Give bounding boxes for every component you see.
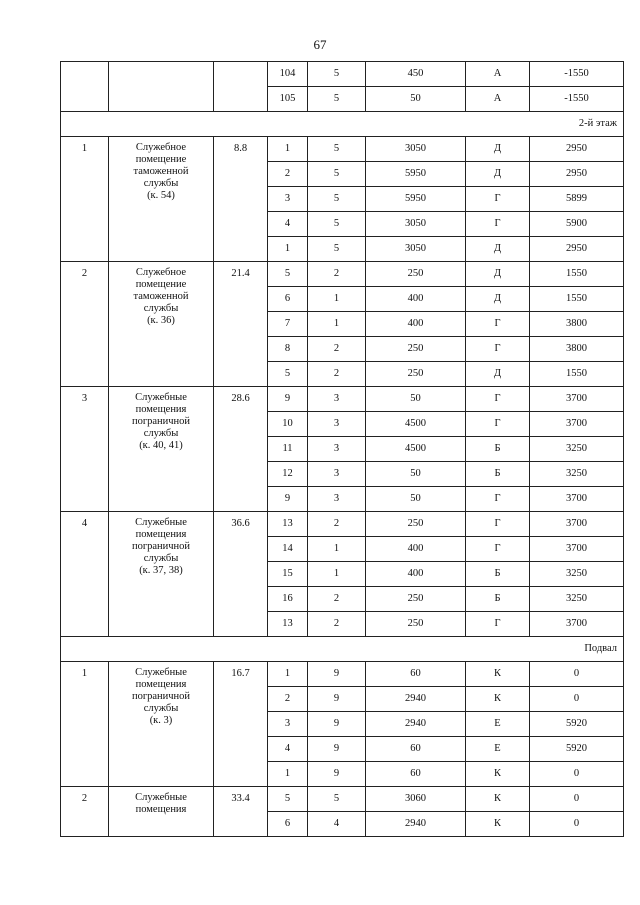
description-line: службы [143, 703, 179, 714]
category-cell: К [466, 687, 530, 712]
point-number-cell: 1 [268, 137, 308, 162]
group-description-cell [109, 787, 214, 837]
height-cell: 9 [308, 737, 366, 762]
height-cell: 5 [308, 137, 366, 162]
category-cell: Г [466, 412, 530, 437]
distance-cell: 60 [366, 762, 466, 787]
description-line: пограничной [131, 541, 191, 552]
height-cell: 1 [308, 562, 366, 587]
height-cell: 5 [308, 237, 366, 262]
page-number: 67 [313, 37, 327, 52]
category-cell: Д [466, 162, 530, 187]
distance-cell: 400 [366, 537, 466, 562]
section-title: Подвал [61, 637, 624, 662]
group-area-cell: 36.6 [214, 512, 268, 637]
elevation-cell: 3250 [530, 562, 624, 587]
category-cell: Е [466, 712, 530, 737]
height-cell: 2 [308, 362, 366, 387]
description-line: таможенной [133, 291, 189, 302]
description-line: помещение [135, 279, 187, 290]
table-row [61, 662, 624, 687]
point-number-cell: 2 [268, 687, 308, 712]
point-number-cell: 5 [268, 262, 308, 287]
distance-cell: 250 [366, 612, 466, 637]
distance-cell: 50 [366, 387, 466, 412]
height-cell: 3 [308, 437, 366, 462]
description-line: (к. 40, 41) [139, 440, 183, 451]
number-cell [61, 62, 109, 112]
category-cell: Д [466, 137, 530, 162]
distance-cell: 250 [366, 262, 466, 287]
point-number-cell: 1 [268, 237, 308, 262]
group-description-cell [109, 387, 214, 512]
category-cell: Г [466, 312, 530, 337]
height-cell: 5 [308, 162, 366, 187]
point-number-cell: 104 [268, 62, 308, 87]
point-number-cell: 15 [268, 562, 308, 587]
elevation-cell: 3700 [530, 412, 624, 437]
distance-cell: 2940 [366, 687, 466, 712]
description-line: Служебные [135, 792, 187, 803]
category-cell: Д [466, 362, 530, 387]
distance-cell: 50 [366, 487, 466, 512]
height-cell: 2 [308, 612, 366, 637]
elevation-cell: 3700 [530, 537, 624, 562]
group-area-cell: 8.8 [214, 137, 268, 262]
category-cell: Г [466, 387, 530, 412]
height-cell: 5 [308, 87, 366, 112]
point-number-cell: 6 [268, 812, 308, 837]
category-cell: А [466, 62, 530, 87]
category-cell: Д [466, 287, 530, 312]
height-cell: 5 [308, 62, 366, 87]
category-cell: К [466, 662, 530, 687]
point-number-cell: 13 [268, 512, 308, 537]
elevation-cell: 3700 [530, 387, 624, 412]
distance-cell: 3050 [366, 237, 466, 262]
height-cell: 2 [308, 262, 366, 287]
table-row [61, 137, 624, 162]
group-number-cell: 2 [61, 262, 109, 387]
point-number-cell: 7 [268, 312, 308, 337]
category-cell: Б [466, 437, 530, 462]
group-description-cell [109, 137, 214, 262]
description-line: (к. 36) [147, 315, 175, 326]
description-line: помещения [135, 529, 187, 540]
height-cell: 4 [308, 812, 366, 837]
elevation-cell: 2950 [530, 237, 624, 262]
distance-cell: 5950 [366, 187, 466, 212]
category-cell: Г [466, 187, 530, 212]
distance-cell: 3050 [366, 212, 466, 237]
group-area-cell: 21.4 [214, 262, 268, 387]
height-cell: 5 [308, 187, 366, 212]
height-cell: 1 [308, 537, 366, 562]
elevation-cell: 3700 [530, 512, 624, 537]
point-number-cell: 5 [268, 787, 308, 812]
group-number-cell: 4 [61, 512, 109, 637]
height-cell: 3 [308, 387, 366, 412]
distance-cell: 4500 [366, 437, 466, 462]
height-cell: 1 [308, 287, 366, 312]
elevation-cell: 3800 [530, 312, 624, 337]
elevation-cell: 0 [530, 787, 624, 812]
point-number-cell: 8 [268, 337, 308, 362]
elevation-cell: 0 [530, 762, 624, 787]
height-cell: 2 [308, 512, 366, 537]
description-line: (к. 37, 38) [139, 565, 183, 576]
distance-cell: 450 [366, 62, 466, 87]
description-line: Служебные [135, 667, 187, 678]
table-row [61, 262, 624, 287]
elevation-cell: -1550 [530, 62, 624, 87]
description-line: помещения [135, 679, 187, 690]
distance-cell: 3050 [366, 137, 466, 162]
distance-cell: 50 [366, 462, 466, 487]
description-line: Служебные [135, 392, 187, 403]
height-cell: 9 [308, 762, 366, 787]
point-number-cell: 6 [268, 287, 308, 312]
category-cell: К [466, 812, 530, 837]
point-number-cell: 16 [268, 587, 308, 612]
elevation-cell: 3700 [530, 487, 624, 512]
description-line: Служебное [135, 142, 187, 153]
elevation-cell: 2950 [530, 137, 624, 162]
height-cell: 5 [308, 787, 366, 812]
point-number-cell: 14 [268, 537, 308, 562]
category-cell: Е [466, 737, 530, 762]
group-description-cell [109, 662, 214, 787]
description-line: (к. 3) [149, 715, 173, 726]
category-cell: К [466, 762, 530, 787]
distance-cell: 60 [366, 662, 466, 687]
point-number-cell: 4 [268, 212, 308, 237]
height-cell: 3 [308, 487, 366, 512]
group-number-cell: 3 [61, 387, 109, 512]
point-number-cell: 5 [268, 362, 308, 387]
elevation-cell: 1550 [530, 287, 624, 312]
elevation-cell: 5899 [530, 187, 624, 212]
elevation-cell: 2950 [530, 162, 624, 187]
elevation-cell: 3250 [530, 437, 624, 462]
point-number-cell: 11 [268, 437, 308, 462]
elevation-cell: 3250 [530, 462, 624, 487]
category-cell: Б [466, 462, 530, 487]
elevation-cell: 0 [530, 687, 624, 712]
category-cell: Г [466, 612, 530, 637]
distance-cell: 250 [366, 337, 466, 362]
elevation-cell: 5920 [530, 737, 624, 762]
point-number-cell: 2 [268, 162, 308, 187]
group-number-cell: 2 [61, 787, 109, 837]
group-area-cell: 28.6 [214, 387, 268, 512]
point-number-cell: 10 [268, 412, 308, 437]
point-number-cell: 3 [268, 187, 308, 212]
elevation-cell: 0 [530, 662, 624, 687]
category-cell: Б [466, 587, 530, 612]
table-row [61, 787, 624, 812]
point-number-cell: 105 [268, 87, 308, 112]
category-cell: А [466, 87, 530, 112]
point-number-cell: 9 [268, 387, 308, 412]
height-cell: 1 [308, 312, 366, 337]
distance-cell: 3060 [366, 787, 466, 812]
category-cell: Г [466, 212, 530, 237]
elevation-cell: 3250 [530, 587, 624, 612]
elevation-cell: 5920 [530, 712, 624, 737]
description-line: Служебное [135, 267, 187, 278]
description-line: службы [143, 428, 179, 439]
description-line: Служебные [135, 517, 187, 528]
elevation-cell: 3700 [530, 612, 624, 637]
description-line: пограничной [131, 691, 191, 702]
elevation-cell: -1550 [530, 87, 624, 112]
elevation-cell: 1550 [530, 362, 624, 387]
category-cell: К [466, 787, 530, 812]
category-cell: Г [466, 512, 530, 537]
description-line: (к. 54) [147, 190, 175, 201]
category-cell: Г [466, 487, 530, 512]
height-cell: 3 [308, 462, 366, 487]
group-description-cell [109, 512, 214, 637]
point-number-cell: 3 [268, 712, 308, 737]
elevation-cell: 1550 [530, 262, 624, 287]
height-cell: 9 [308, 687, 366, 712]
height-cell: 3 [308, 412, 366, 437]
description-line: службы [143, 553, 179, 564]
height-cell: 9 [308, 662, 366, 687]
group-number-cell: 1 [61, 662, 109, 787]
description-line: службы [143, 303, 179, 314]
table-row [61, 512, 624, 537]
category-cell: Д [466, 237, 530, 262]
distance-cell: 60 [366, 737, 466, 762]
distance-cell: 5950 [366, 162, 466, 187]
description-cell [109, 62, 214, 112]
distance-cell: 4500 [366, 412, 466, 437]
distance-cell: 400 [366, 312, 466, 337]
elevation-cell: 3800 [530, 337, 624, 362]
description-line: пограничной [131, 416, 191, 427]
distance-cell: 250 [366, 512, 466, 537]
group-area-cell: 16.7 [214, 662, 268, 787]
description-line: помещение [135, 154, 187, 165]
height-cell: 2 [308, 337, 366, 362]
distance-cell: 250 [366, 587, 466, 612]
table-row [61, 387, 624, 412]
point-number-cell: 1 [268, 762, 308, 787]
table-row [61, 62, 624, 87]
category-cell: Г [466, 537, 530, 562]
category-cell: Г [466, 337, 530, 362]
height-cell: 9 [308, 712, 366, 737]
height-cell: 5 [308, 212, 366, 237]
description-line: помещения [135, 804, 187, 815]
category-cell: Д [466, 262, 530, 287]
area-cell [214, 62, 268, 112]
section-header-row [61, 112, 624, 137]
elevation-cell: 0 [530, 812, 624, 837]
distance-cell: 250 [366, 362, 466, 387]
section-header-row [61, 637, 624, 662]
description-line: таможенной [133, 166, 189, 177]
description-line: помещения [135, 404, 187, 415]
group-description-cell [109, 262, 214, 387]
description-line: службы [143, 178, 179, 189]
distance-cell: 400 [366, 287, 466, 312]
elevation-cell: 5900 [530, 212, 624, 237]
section-title: 2-й этаж [61, 112, 624, 137]
point-number-cell: 12 [268, 462, 308, 487]
category-cell: Б [466, 562, 530, 587]
height-cell: 2 [308, 587, 366, 612]
distance-cell: 2940 [366, 812, 466, 837]
coordinates-table [60, 61, 624, 837]
distance-cell: 2940 [366, 712, 466, 737]
point-number-cell: 13 [268, 612, 308, 637]
distance-cell: 400 [366, 562, 466, 587]
point-number-cell: 4 [268, 737, 308, 762]
point-number-cell: 9 [268, 487, 308, 512]
group-area-cell: 33.4 [214, 787, 268, 837]
distance-cell: 50 [366, 87, 466, 112]
point-number-cell: 1 [268, 662, 308, 687]
group-number-cell: 1 [61, 137, 109, 262]
